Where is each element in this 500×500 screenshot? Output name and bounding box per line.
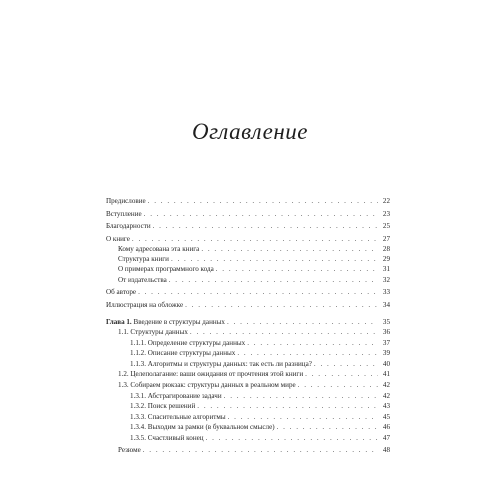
toc-dot-leader (148, 197, 378, 206)
toc-entry (118, 328, 390, 337)
toc-page-number: 33 (382, 288, 390, 296)
toc-entry (130, 360, 390, 369)
toc-dot-leader (277, 423, 378, 432)
toc-dot-leader (228, 413, 378, 422)
toc-page-number: 37 (382, 339, 390, 347)
toc-entry-label: Вступление (106, 210, 142, 218)
toc-entry-label: 1.3.4. Выходим за рамки (в буквальном смысле) (130, 423, 275, 431)
toc-page-number: 27 (382, 235, 390, 243)
toc-entry (130, 423, 390, 432)
toc-dot-leader (197, 402, 378, 411)
toc-entry (130, 392, 390, 401)
toc-page-number: 28 (382, 245, 390, 253)
toc-entry (118, 245, 390, 254)
toc-dot-leader (138, 288, 378, 297)
toc-entry-label: Иллюстрация на обложке (106, 301, 184, 309)
toc-dot-leader (132, 235, 378, 244)
toc-entry-label: От издательства (118, 276, 167, 284)
toc-page-number: 48 (382, 446, 390, 454)
toc-dot-leader (216, 265, 378, 274)
toc-entry (106, 222, 390, 231)
toc-entry-label: Структура книги (118, 255, 169, 263)
toc-dot-leader (169, 276, 378, 285)
toc-page-number: 42 (382, 392, 390, 400)
toc-entry-label: 1.1.1. Определение структуры данных (130, 339, 246, 347)
toc-entry (118, 446, 390, 455)
toc-dot-leader (227, 318, 378, 327)
toc-page-number: 29 (382, 255, 390, 263)
toc-dot-leader (224, 392, 378, 401)
toc-dot-leader (237, 349, 378, 358)
toc-page-number: 42 (382, 381, 390, 389)
toc-page-number: 22 (382, 197, 390, 205)
toc-page-number: 23 (382, 210, 390, 218)
toc-dot-leader (190, 328, 378, 337)
toc-page-number: 46 (382, 423, 390, 431)
toc-page-number: 43 (382, 402, 390, 410)
toc-entry (106, 288, 390, 297)
toc-entry (106, 235, 390, 244)
toc-dot-leader (143, 446, 378, 455)
toc-entry-label: 1.1.3. Алгоритмы и структуры данных: так есть ли разница? (130, 360, 312, 368)
toc-entry (118, 265, 390, 274)
toc-chapter-entry (106, 318, 390, 327)
toc-page-number: 40 (382, 360, 390, 368)
toc-entry (130, 434, 390, 443)
toc-entry-label: 1.3.1. Абстрагирование задачи (130, 392, 222, 400)
toc-dot-leader (298, 381, 378, 390)
toc-entry-label: 1.3.3. Спасительные алгоритмы (130, 413, 226, 421)
toc-page-number: 34 (382, 301, 390, 309)
toc-page-number: 35 (382, 318, 390, 326)
toc-dot-leader (171, 255, 378, 264)
page-title: Оглавление (191, 119, 308, 144)
toc-dot-leader (201, 245, 378, 254)
toc-dot-leader (185, 301, 378, 310)
toc-entry-label: О примерах программного кода (118, 265, 214, 273)
toc-entry-label: 1.3.2. Поиск решений (130, 402, 196, 410)
toc-page-number: 25 (382, 222, 390, 230)
toc-entry-label (106, 318, 225, 327)
toc-entry-label: 1.1.2. Описание структуры данных (130, 349, 236, 357)
toc-entry (106, 301, 390, 310)
toc-page-number: 32 (382, 276, 390, 284)
toc-entry (118, 370, 390, 379)
toc-entry-label: Резюме (118, 446, 141, 454)
toc-dot-leader (206, 434, 378, 443)
toc-entry-label: 1.1. Структуры данных (118, 328, 188, 336)
toc-page-number: 31 (382, 265, 390, 273)
toc-entry (118, 276, 390, 285)
chapter-number: Глава 1. (106, 318, 132, 326)
toc-entry (130, 413, 390, 422)
toc-dot-leader (153, 222, 378, 231)
toc-page-number: 47 (382, 434, 390, 442)
toc-page-number: 36 (382, 328, 390, 336)
toc-entry (130, 349, 390, 358)
toc-entry (130, 339, 390, 348)
toc-entry-label: Об авторе (106, 288, 137, 296)
toc-entry (106, 197, 390, 206)
toc-entry-label: Благодарности (106, 222, 151, 230)
toc-dot-leader (314, 360, 378, 369)
toc-entry (130, 402, 390, 411)
toc-entry-label: 1.3. Собираем рюкзак: структуры данных в реальном мире (118, 381, 296, 389)
toc-page-number: 45 (382, 413, 390, 421)
toc-dot-leader (247, 339, 378, 348)
toc-entry-label: Предисловие (106, 197, 146, 205)
toc-entry (106, 210, 390, 219)
toc-dot-leader (144, 210, 378, 219)
toc-entry-label: 1.3.5. Счастливый конец (130, 434, 204, 442)
toc-entry-label: О книге (106, 235, 130, 243)
toc-entry-label: Кому адресована эта книга (118, 245, 200, 253)
chapter-title: Введение в структуры данных (131, 318, 225, 326)
toc-entry-label: 1.2. Целеполагание: ваши ожидания от прочтения этой книги (118, 370, 304, 378)
toc-page-number: 39 (382, 349, 390, 357)
toc-entry (118, 255, 390, 264)
toc-entry (118, 381, 390, 390)
toc-page-number: 41 (382, 370, 390, 378)
toc-dot-leader (305, 370, 378, 379)
